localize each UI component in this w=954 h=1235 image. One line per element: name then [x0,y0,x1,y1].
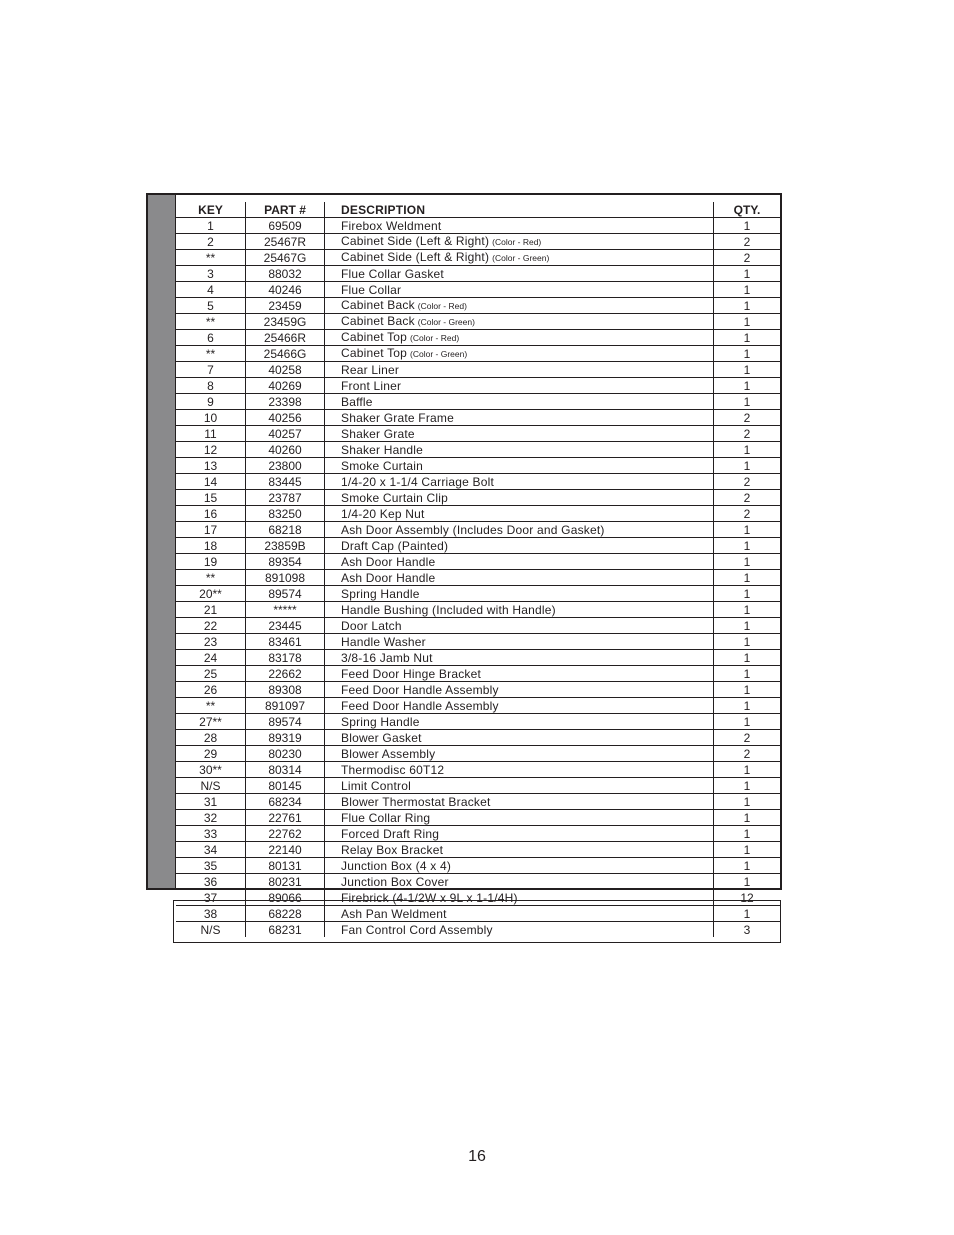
cell-part-number: 68228 [246,906,325,922]
cell-part-number: 89574 [246,586,325,602]
description-text: Firebrick (4-1/2W x 9L x 1-1/4H) [341,890,518,905]
cell-key: 28 [176,730,246,746]
header-quantity: QTY. [733,202,761,217]
cell-quantity: 1 [714,650,781,666]
table-row [176,378,780,394]
cell-quantity: 1 [714,266,781,282]
cell-key: 18 [176,538,246,554]
cell-quantity: 1 [714,858,781,874]
table-row [176,394,780,410]
cell-quantity: 1 [714,538,781,554]
description-text: Flue Collar Gasket [341,266,444,281]
table-row [176,554,780,570]
description-text: Feed Door Hinge Bracket [341,666,481,681]
cell-quantity: 2 [714,730,781,746]
cell-part-number: 80145 [246,778,325,794]
cell-key: 14 [176,474,246,490]
cell-quantity: 1 [714,698,781,714]
cell-key: 2 [176,234,246,250]
cell-key: 24 [176,650,246,666]
cell-description [325,586,714,602]
table-row [176,346,780,362]
cell-key: 30** [176,762,246,778]
cell-description [325,298,714,314]
cell-key: ** [176,250,246,266]
color-note: (Color - Green) [417,317,475,327]
cell-description [325,698,714,714]
cell-part-number: 23787 [246,490,325,506]
header-part-number: PART # [246,202,325,218]
side-shading-bar [148,195,176,888]
color-note: (Color - Red) [492,237,542,247]
description-text: Firebox Weldment [341,218,442,233]
table-row [176,762,780,778]
cell-description [325,570,714,586]
cell-key: N/S [176,922,246,938]
cell-key: 1 [176,218,246,234]
parts-list-frame [146,193,782,937]
description-text: Cabinet Top [341,346,408,360]
cell-description [325,474,714,490]
cell-part-number: 25466R [246,330,325,346]
cell-quantity: 1 [714,458,781,474]
description-text: Spring Handle [341,586,420,601]
description-text: Handle Bushing (Included with Handle) [341,602,556,617]
description-text: Fan Control Cord Assembly [341,922,493,937]
cell-quantity: 1 [714,298,781,314]
description-text: Relay Box Bracket [341,842,444,857]
cell-quantity: 1 [714,586,781,602]
cell-description [325,458,714,474]
cell-key: 34 [176,842,246,858]
description-text: Draft Cap (Painted) [341,538,449,553]
cell-part-number: 89354 [246,554,325,570]
cell-part-number: 40260 [246,442,325,458]
cell-key: 21 [176,602,246,618]
table-row [176,490,780,506]
cell-part-number: ***** [246,602,325,618]
cell-description [325,378,714,394]
description-text: Junction Box (4 x 4) [341,858,452,873]
cell-quantity: 2 [714,506,781,522]
cell-key: 25 [176,666,246,682]
cell-quantity: 1 [714,778,781,794]
cell-description [325,810,714,826]
description-text: Cabinet Top [341,330,408,344]
cell-key: 36 [176,874,246,890]
parts-table-body [176,218,780,938]
description-text: 3/8-16 Jamb Nut [341,650,433,665]
cell-key: ** [176,570,246,586]
cell-part-number: 40269 [246,378,325,394]
cell-quantity: 1 [714,282,781,298]
page-number: 16 [468,1148,486,1165]
table-row [176,410,780,426]
cell-part-number: 22662 [246,666,325,682]
table-row [176,266,780,282]
cell-part-number: 25467G [246,250,325,266]
cell-quantity: 2 [714,490,781,506]
cell-quantity: 1 [714,522,781,538]
description-text: Blower Thermostat Bracket [341,794,491,809]
description-text: Forced Draft Ring [341,826,440,841]
note-box [173,900,781,943]
cell-part-number: 89574 [246,714,325,730]
cell-part-number: 89319 [246,730,325,746]
cell-key: 32 [176,810,246,826]
table-row [176,794,780,810]
cell-quantity: 1 [714,362,781,378]
cell-description [325,426,714,442]
table-row [176,522,780,538]
cell-quantity: 1 [714,346,781,362]
description-text: Junction Box Cover [341,874,449,889]
cell-part-number: 83250 [246,506,325,522]
description-text: Spring Handle [341,714,420,729]
cell-quantity: 1 [714,570,781,586]
cell-key: N/S [176,778,246,794]
cell-part-number: 69509 [246,218,325,234]
cell-description [325,762,714,778]
cell-part-number: 23445 [246,618,325,634]
cell-quantity: 2 [714,746,781,762]
cell-quantity: 1 [714,714,781,730]
cell-part-number: 891097 [246,698,325,714]
description-text: Ash Door Handle [341,554,436,569]
cell-quantity: 1 [714,602,781,618]
cell-quantity: 1 [714,826,781,842]
cell-key: ** [176,698,246,714]
cell-quantity: 2 [714,234,781,250]
table-row [176,602,780,618]
table-row [176,858,780,874]
cell-part-number: 40258 [246,362,325,378]
cell-key: 17 [176,522,246,538]
table-row [176,826,780,842]
table-row [176,298,780,314]
cell-quantity: 1 [714,378,781,394]
description-text: Handle Washer [341,634,426,649]
description-text: Blower Assembly [341,746,436,761]
cell-part-number: 25467R [246,234,325,250]
cell-description [325,410,714,426]
description-text: Cabinet Side (Left & Right) [341,250,490,264]
table-row [176,442,780,458]
cell-part-number: 22761 [246,810,325,826]
cell-key: 31 [176,794,246,810]
cell-key: ** [176,314,246,330]
table-header-row [176,202,780,218]
table-row [176,234,780,250]
cell-description [325,794,714,810]
cell-description [325,650,714,666]
cell-key: 5 [176,298,246,314]
cell-key: ** [176,346,246,362]
table-row [176,250,780,266]
description-text: Flue Collar [341,282,402,297]
description-text: Feed Door Handle Assembly [341,682,499,697]
table-row [176,618,780,634]
cell-part-number: 23459G [246,314,325,330]
cell-part-number: 89066 [246,890,325,906]
cell-part-number: 68218 [246,522,325,538]
table-row [176,362,780,378]
cell-description [325,490,714,506]
cell-quantity: 1 [714,554,781,570]
cell-key: 38 [176,906,246,922]
description-text: 1/4-20 Kep Nut [341,506,425,521]
cell-key: 15 [176,490,246,506]
cell-quantity: 1 [714,842,781,858]
description-text: Feed Door Handle Assembly [341,698,499,713]
cell-part-number: 23398 [246,394,325,410]
table-row [176,682,780,698]
cell-quantity: 1 [714,330,781,346]
cell-part-number: 83178 [246,650,325,666]
cell-description [325,778,714,794]
cell-description [325,874,714,890]
color-note: (Color - Green) [492,253,550,263]
cell-description [325,234,714,250]
cell-key: 8 [176,378,246,394]
cell-description [325,666,714,682]
cell-description [325,602,714,618]
cell-key: 27** [176,714,246,730]
table-row [176,314,780,330]
description-text: Front Liner [341,378,402,393]
cell-quantity: 1 [714,906,781,922]
cell-description [325,506,714,522]
cell-part-number: 80230 [246,746,325,762]
cell-key: 29 [176,746,246,762]
color-note: (Color - Red) [410,333,460,343]
table-row [176,746,780,762]
cell-description [325,554,714,570]
cell-key: 23 [176,634,246,650]
table-row [176,698,780,714]
description-text: Rear Liner [341,362,400,377]
cell-key: 13 [176,458,246,474]
table-row [176,650,780,666]
table-row [176,474,780,490]
description-text: Flue Collar Ring [341,810,431,825]
cell-quantity: 1 [714,762,781,778]
cell-quantity: 1 [714,874,781,890]
table-row [176,874,780,890]
cell-quantity: 1 [714,634,781,650]
cell-description [325,330,714,346]
cell-quantity: 1 [714,666,781,682]
cell-part-number: 22140 [246,842,325,858]
cell-part-number: 23800 [246,458,325,474]
cell-description [325,362,714,378]
cell-quantity: 1 [714,618,781,634]
table-row [176,810,780,826]
cell-description [325,282,714,298]
description-text: Shaker Grate Frame [341,410,454,425]
cell-key: 9 [176,394,246,410]
cell-quantity: 2 [714,474,781,490]
cell-description [325,250,714,266]
cell-key: 33 [176,826,246,842]
cell-description [325,858,714,874]
cell-quantity: 2 [714,250,781,266]
cell-part-number: 40257 [246,426,325,442]
cell-description [325,522,714,538]
header-description: DESCRIPTION [325,202,714,218]
cell-part-number: 83461 [246,634,325,650]
table-row [176,330,780,346]
cell-quantity: 1 [714,810,781,826]
cell-part-number: 23459 [246,298,325,314]
cell-description [325,394,714,410]
cell-key: 4 [176,282,246,298]
cell-part-number: 80231 [246,874,325,890]
cell-key: 22 [176,618,246,634]
cell-key: 7 [176,362,246,378]
cell-quantity: 1 [714,314,781,330]
cell-part-number: 68234 [246,794,325,810]
cell-quantity: 1 [714,794,781,810]
table-row [176,634,780,650]
cell-description [325,746,714,762]
table-row [176,538,780,554]
description-text: Limit Control [341,778,411,793]
cell-quantity: 1 [714,218,781,234]
table-row [176,570,780,586]
description-text: Ash Pan Weldment [341,906,447,921]
cell-key: 26 [176,682,246,698]
cell-part-number: 891098 [246,570,325,586]
description-text: Door Latch [341,618,402,633]
cell-part-number: 68231 [246,922,325,938]
cell-key: 37 [176,890,246,906]
cell-key: 20** [176,586,246,602]
description-text: Shaker Grate [341,426,415,441]
cell-part-number: 83445 [246,474,325,490]
cell-quantity: 1 [714,394,781,410]
color-note: (Color - Red) [417,301,467,311]
cell-part-number: 22762 [246,826,325,842]
cell-description [325,346,714,362]
cell-description [325,218,714,234]
cell-key: 10 [176,410,246,426]
description-text: Ash Door Handle [341,570,436,585]
cell-part-number: 25466G [246,346,325,362]
cell-quantity: 3 [714,922,781,938]
cell-quantity: 12 [714,890,781,906]
cell-key: 12 [176,442,246,458]
cell-description [325,538,714,554]
header-key: KEY [176,202,246,218]
cell-description [325,634,714,650]
color-note: (Color - Green) [410,349,468,359]
description-text: Cabinet Back [341,298,415,312]
cell-key: 16 [176,506,246,522]
cell-quantity: 2 [714,410,781,426]
cell-description [325,442,714,458]
cell-quantity: 1 [714,442,781,458]
description-text: Ash Door Assembly (Includes Door and Gasket) [341,522,605,537]
table-row [176,282,780,298]
table-row [176,666,780,682]
cell-part-number: 23859B [246,538,325,554]
cell-description [325,618,714,634]
cell-description [325,682,714,698]
table-row [176,714,780,730]
cell-description [325,730,714,746]
cell-key: 6 [176,330,246,346]
description-text: Cabinet Back [341,314,415,328]
cell-quantity: 2 [714,426,781,442]
cell-part-number: 40256 [246,410,325,426]
cell-part-number: 89308 [246,682,325,698]
table-row [176,218,780,234]
cell-key: 3 [176,266,246,282]
cell-quantity: 1 [714,682,781,698]
description-text: 1/4-20 x 1-1/4 Carriage Bolt [341,474,495,489]
description-text: Cabinet Side (Left & Right) [341,234,490,248]
table-row [176,586,780,602]
cell-part-number: 80131 [246,858,325,874]
description-text: Blower Gasket [341,730,422,745]
description-text: Smoke Curtain Clip [341,490,448,505]
description-text: Baffle [341,394,373,409]
cell-description [325,314,714,330]
table-row [176,458,780,474]
cell-key: 11 [176,426,246,442]
description-text: Smoke Curtain [341,458,423,473]
cell-part-number: 80314 [246,762,325,778]
parts-table [176,202,780,937]
cell-part-number: 40246 [246,282,325,298]
cell-key: 19 [176,554,246,570]
cell-description [325,266,714,282]
table-row [176,842,780,858]
table-row [176,426,780,442]
table-row [176,730,780,746]
description-text: Shaker Handle [341,442,423,457]
table-row [176,506,780,522]
description-text: Thermodisc 60T12 [341,762,445,777]
cell-description [325,714,714,730]
cell-part-number: 88032 [246,266,325,282]
cell-description [325,826,714,842]
cell-key: 35 [176,858,246,874]
table-row [176,778,780,794]
cell-description [325,842,714,858]
